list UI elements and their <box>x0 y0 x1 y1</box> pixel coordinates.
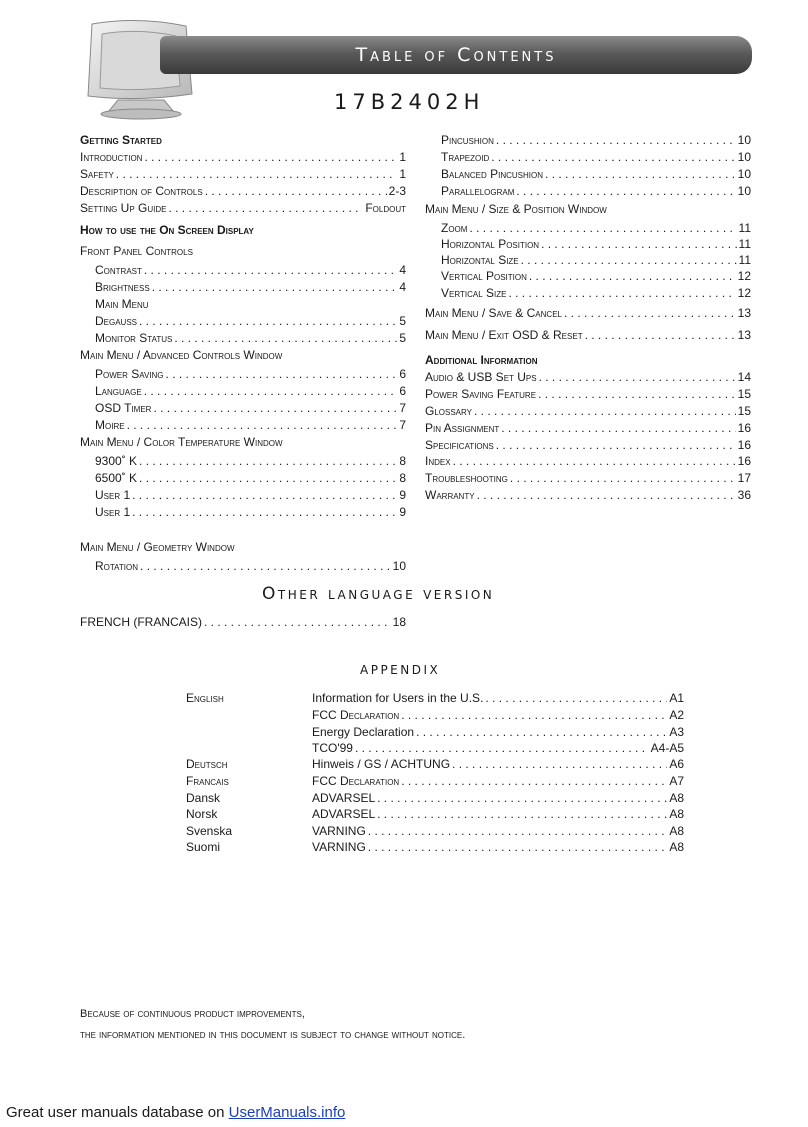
appendix-heading: appendix <box>360 659 441 679</box>
toc-entry[interactable]: User 1 . . . 9 <box>95 504 406 520</box>
toc-entry[interactable]: User 1 . . . 9 <box>95 487 406 503</box>
appendix-language: English <box>186 691 224 705</box>
appendix-entry[interactable]: ADVARSEL . . . A8 <box>312 806 684 822</box>
site-footer <box>6 1104 345 1121</box>
section-heading-getting-started: Getting Started <box>80 133 162 147</box>
toc-entry[interactable]: Trapezoid . . . 10 <box>441 149 751 165</box>
toc-entry[interactable]: Power Saving Feature . . . 15 <box>425 386 751 402</box>
toc-entry[interactable]: Safety . . . 1 <box>80 166 406 182</box>
toc-entry[interactable]: Degauss . . . 5 <box>95 313 406 329</box>
toc-entry[interactable]: Monitor Status . . . 5 <box>95 330 406 346</box>
page-title: Table of Contents <box>355 44 557 66</box>
toc-entry[interactable]: FRENCH (FRANCAIS) . . . 18 <box>80 614 406 630</box>
toc-entry[interactable]: Balanced Pincushion . . . 10 <box>441 166 751 182</box>
toc-entry[interactable]: Brightness . . . 4 <box>95 279 406 295</box>
section-heading-osd: How to use the On Screen Display <box>80 223 254 237</box>
subheading-geometry: Main Menu / Geometry Window <box>80 540 235 554</box>
subheading-size-position: Main Menu / Size & Position Window <box>425 202 607 216</box>
appendix-language: Deutsch <box>186 757 228 771</box>
toc-entry[interactable]: Troubleshooting . . . 17 <box>425 470 751 486</box>
toc-entry[interactable]: Contrast . . . 4 <box>95 262 406 278</box>
toc-entry[interactable]: Setting Up Guide . . . Foldout <box>80 200 406 216</box>
appendix-entry[interactable]: VARNING . . . A8 <box>312 839 684 855</box>
appendix-entry[interactable]: TCO'99 . . . A4-A5 <box>312 740 684 756</box>
toc-entry[interactable]: Introduction . . . 1 <box>80 149 406 165</box>
toc-entry[interactable]: Vertical Position . . . 12 <box>441 268 751 284</box>
appendix-entry[interactable]: VARNING . . . A8 <box>312 823 684 839</box>
site-footer-text: Great user manuals database on <box>6 1104 229 1121</box>
toc-entry[interactable]: Warranty . . . 36 <box>425 487 751 503</box>
toc-entry[interactable]: Rotation . . . 10 <box>95 558 406 574</box>
appendix-language: Suomi <box>186 840 221 854</box>
model-number: 17B2402H <box>334 90 485 114</box>
toc-entry[interactable]: Specifications . . . 16 <box>425 437 751 453</box>
subheading-advanced: Main Menu / Advanced Controls Window <box>80 348 283 362</box>
appendix-language: Dansk <box>186 791 221 805</box>
toc-entry[interactable]: Zoom . . . 11 <box>441 220 751 236</box>
appendix-entry[interactable]: Information for Users in the U.S. . . . A1 <box>312 690 684 706</box>
toc-entry[interactable]: Power Saving . . . 6 <box>95 366 406 382</box>
toc-entry[interactable]: Index . . . 16 <box>425 453 751 469</box>
toc-entry[interactable]: Main Menu / Save & Cancel . . . 13 <box>425 305 751 321</box>
toc-entry[interactable]: Glossary . . . 15 <box>425 403 751 419</box>
other-language-heading: Other language version <box>262 584 495 604</box>
toc-entry[interactable]: Pin Assignment . . . 16 <box>425 420 751 436</box>
appendix-language: Norsk <box>186 807 218 821</box>
toc-entry[interactable]: 6500˚ K . . . 8 <box>95 470 406 486</box>
toc-entry[interactable]: 9300˚ K . . . 8 <box>95 453 406 469</box>
footer-note-line2: the information mentioned in this document is subject to change without notice. <box>80 1029 466 1041</box>
toc-entry[interactable]: Moire . . . 7 <box>95 417 406 433</box>
section-heading-additional: Additional Information <box>425 353 538 367</box>
subheading-front-panel: Front Panel Controls <box>80 244 193 258</box>
subheading-main-menu: Main Menu <box>95 297 149 311</box>
toc-entry[interactable]: Parallelogram . . . 10 <box>441 183 751 199</box>
toc-entry[interactable]: Description of Controls . . . 2-3 <box>80 183 406 199</box>
toc-entry[interactable]: Horizontal Position . . . 11 <box>441 236 751 252</box>
toc-entry[interactable]: OSD Timer . . . 7 <box>95 400 406 416</box>
toc-entry[interactable]: Vertical Size . . . 12 <box>441 285 751 301</box>
appendix-entry[interactable]: Hinweis / GS / ACHTUNG . . . A6 <box>312 756 684 772</box>
footer-note-line1: Because of continuous product improvements, <box>80 1008 305 1020</box>
toc-entry[interactable]: Audio & USB Set Ups . . . 14 <box>425 369 751 385</box>
appendix-language: Francais <box>186 774 229 788</box>
site-link[interactable]: UserManuals.info <box>228 1104 346 1121</box>
toc-entry[interactable]: Horizontal Size . . . 11 <box>441 252 751 268</box>
toc-entry[interactable]: Pincushion . . . 10 <box>441 132 751 148</box>
subheading-color-temperature: Main Menu / Color Temperature Window <box>80 435 283 449</box>
toc-entry[interactable]: Main Menu / Exit OSD & Reset . . . 13 <box>425 327 751 343</box>
toc-entry[interactable]: Language . . . 6 <box>95 383 406 399</box>
appendix-entry[interactable]: ADVARSEL . . . A8 <box>312 790 684 806</box>
appendix-language: Svenska <box>186 824 233 838</box>
appendix-entry[interactable]: Energy Declaration . . . A3 <box>312 724 684 740</box>
appendix-entry[interactable]: FCC Declaration . . . A2 <box>312 707 684 723</box>
appendix-entry[interactable]: FCC Declaration . . . A7 <box>312 773 684 789</box>
